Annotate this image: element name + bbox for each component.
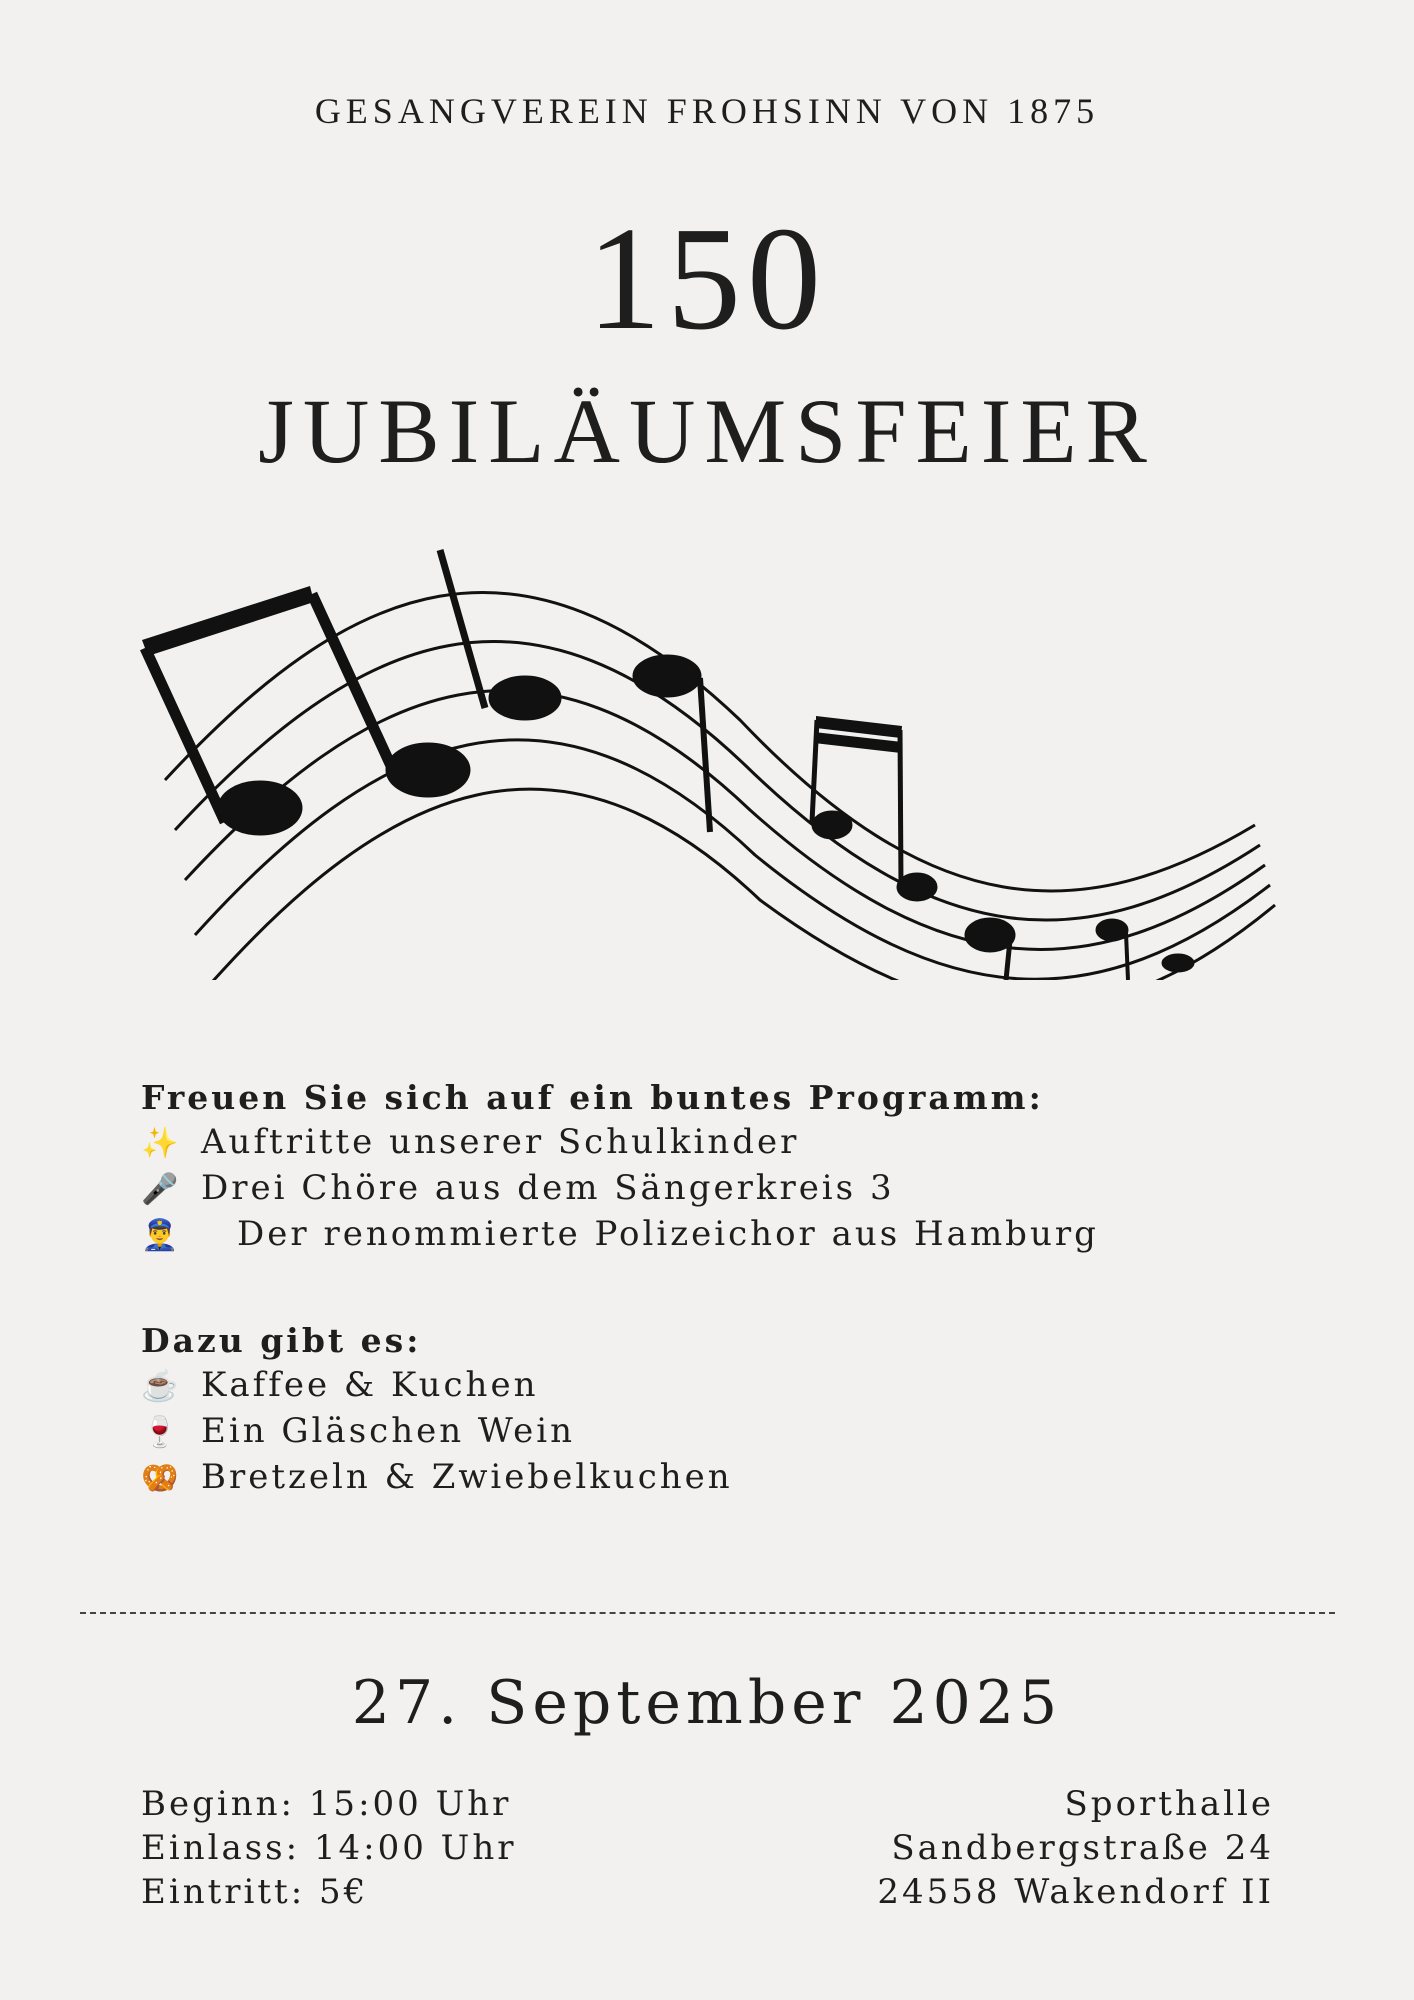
music-staff-illustration <box>130 540 1280 980</box>
venue-street: Sandbergstraße 24 <box>891 1828 1274 1868</box>
venue-name: Sporthalle <box>1064 1784 1274 1824</box>
anniversary-number: 150 <box>587 197 827 361</box>
event-location <box>877 1782 1274 1914</box>
list-item-text: Auftritte unserer Schulkinder <box>201 1122 800 1162</box>
list-item-text: Bretzeln & Zwiebelkuchen <box>201 1457 733 1497</box>
quarter-note-icon <box>965 918 1015 980</box>
extras-section <box>141 1318 733 1501</box>
dashed-divider <box>80 1612 1335 1614</box>
list-item-text: Drei Chöre aus dem Sängerkreis 3 <box>201 1168 895 1208</box>
admission-time: Einlass: 14:00 Uhr <box>141 1828 517 1868</box>
microphone-icon: 🎤 <box>141 1172 182 1207</box>
entry-fee: Eintritt: 5€ <box>141 1872 369 1912</box>
start-time: Beginn: 15:00 Uhr <box>141 1784 512 1824</box>
staff-line <box>185 690 1265 949</box>
list-item <box>141 1166 1099 1212</box>
list-item <box>141 1212 1099 1258</box>
list-item <box>141 1120 1099 1166</box>
venue-city: 24558 Wakendorf II <box>877 1872 1274 1912</box>
event-title: JUBILÄUMSFEIER <box>258 380 1156 482</box>
sparkles-icon: ✨ <box>141 1126 182 1161</box>
staff-line <box>195 740 1270 979</box>
event-details <box>141 1782 517 1914</box>
event-date: 27. September 2025 <box>351 1668 1063 1738</box>
wine-glass-icon: 🍷 <box>141 1415 182 1450</box>
quarter-note-icon <box>1162 954 1194 972</box>
list-item-text: Kaffee & Kuchen <box>201 1365 539 1405</box>
extras-heading: Dazu gibt es: <box>141 1321 422 1360</box>
police-officer-icon: 👮‍♂️ <box>141 1218 182 1253</box>
coffee-icon: ☕ <box>141 1369 182 1404</box>
club-name: GESANGVEREIN FROHSINN VON 1875 <box>314 91 1100 131</box>
program-section <box>141 1075 1099 1258</box>
list-item-text: Ein Gläschen Wein <box>201 1411 575 1451</box>
pretzel-icon: 🥨 <box>141 1461 182 1496</box>
list-item-text: Der renommierte Polizeichor aus Hamburg <box>237 1214 1099 1254</box>
list-item <box>141 1363 733 1409</box>
list-item <box>141 1409 733 1455</box>
list-item <box>141 1455 733 1501</box>
program-heading: Freuen Sie sich auf ein buntes Programm: <box>141 1078 1044 1117</box>
